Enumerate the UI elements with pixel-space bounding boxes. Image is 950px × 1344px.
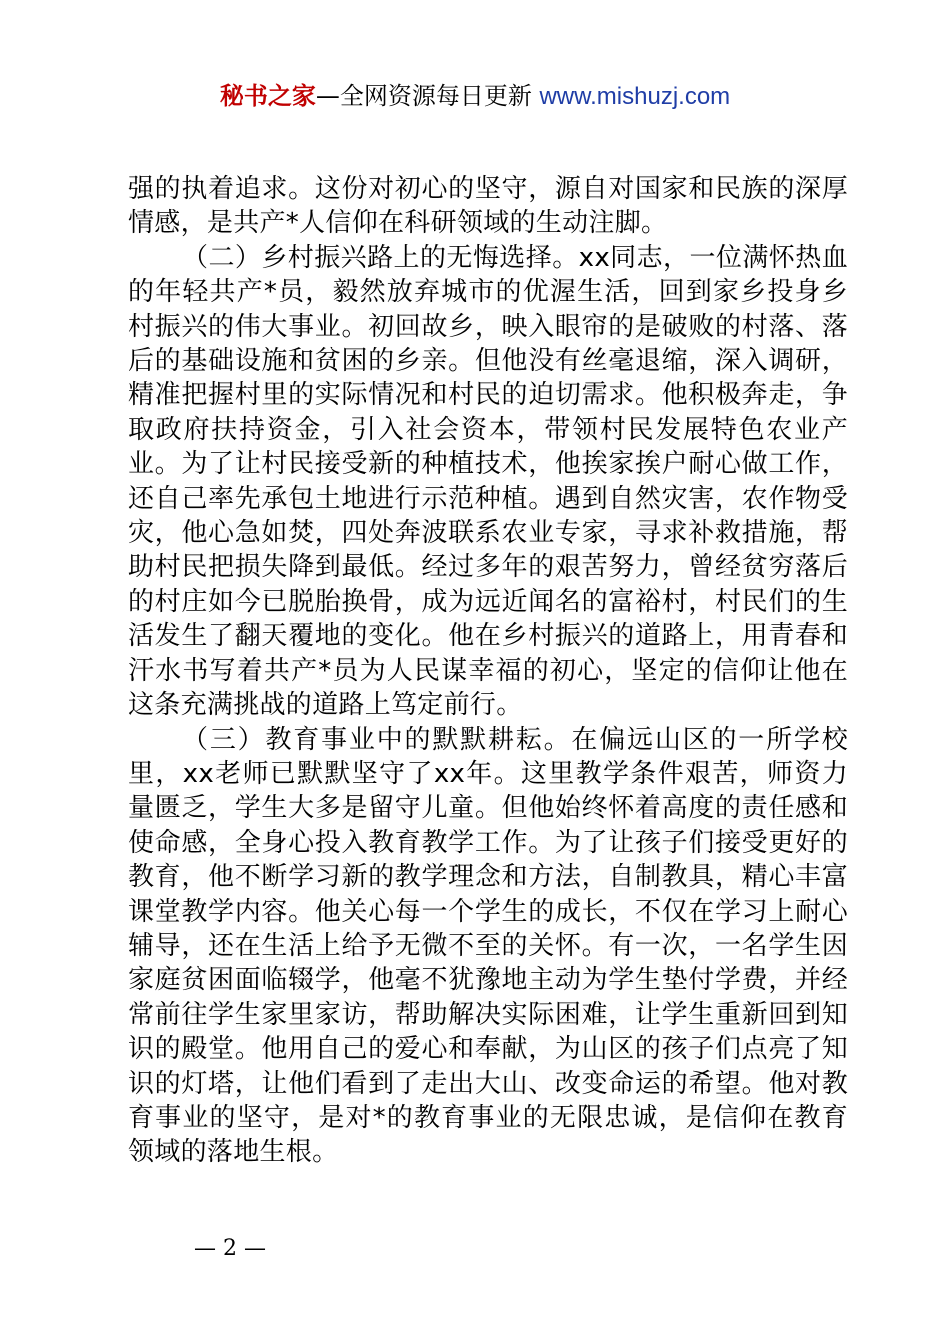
paragraph-continuation: 强的执着追求。这份对初心的坚守，源自对国家和民族的深厚情感，是共产*人信仰在科研领域的生动注脚。 bbox=[128, 174, 848, 239]
site-url-link[interactable]: www.mishuzj.com bbox=[539, 83, 731, 110]
paragraph-education: （三）教育事业中的默默耕耘。在偏远山区的一所学校里，xx老师已默默坚守了xx年。这里教学条件艰苦，师资力量匮乏，学生大多是留守儿童。但他始终怀着高度的责任感和使命感，全身心投入教育教学工作。为了让孩子们接受更好的教育，他不断学习新的教学理念和方法，自制教具，精心丰富课堂教学内容。他关心每一个学生的成长，不仅在学习上耐心辅导，还在生活上给予无微不至的关怀。有一次，一名学生因家庭贫困面临辍学，他毫不犹豫地主动为学生垫付学费，并经常前往学生家里家访，帮助解决实际困难，让学生重新回到知识的殿堂。他用自己的爱心和奉献，为山区的孩子们点亮了知识的灯塔，让他们看到了走出大山、改变命运的希望。他对教育事业的坚守，是对*的教育事业的无限忠诚，是信仰在教育领域的落地生根。 bbox=[128, 724, 848, 1168]
site-header bbox=[0, 80, 950, 113]
site-tagline: —全网资源每日更新 bbox=[315, 82, 532, 110]
page-number: — 2 — bbox=[194, 1236, 266, 1261]
paragraph-rural-revitalization: （二）乡村振兴路上的无悔选择。xx同志，一位满怀热血的年轻共产*员，毅然放弃城市的优渥生活，回到家乡投身乡村振兴的伟大事业。初回故乡，映入眼帘的是破败的村落、落后的基础设施和贫困的乡亲。但他没有丝毫退缩，深入调研，精准把握村里的实际情况和村民的迫切需求。他积极奔走，争取政府扶持资金，引入社会资本，带领村民发展特色农业产业。为了让村民接受新的种植技术，他挨家挨户耐心做工作，还自己率先承包土地进行示范种植。遇到自然灾害，农作物受灾，他心急如焚，四处奔波联系农业专家，寻求补救措施，帮助村民把损失降到最低。经过多年的艰苦努力，曾经贫穷落后的村庄如今已脱胎换骨，成为远近闻名的富裕村，村民们的生活发生了翻天覆地的变化。他在乡村振兴的道路上，用青春和汗水书写着共产*员为人民谋幸福的初心，坚定的信仰让他在这条充满挑战的道路上笃定前行。 bbox=[128, 242, 848, 721]
document-body bbox=[128, 172, 848, 1170]
site-brand: 秘书之家 bbox=[219, 82, 316, 110]
